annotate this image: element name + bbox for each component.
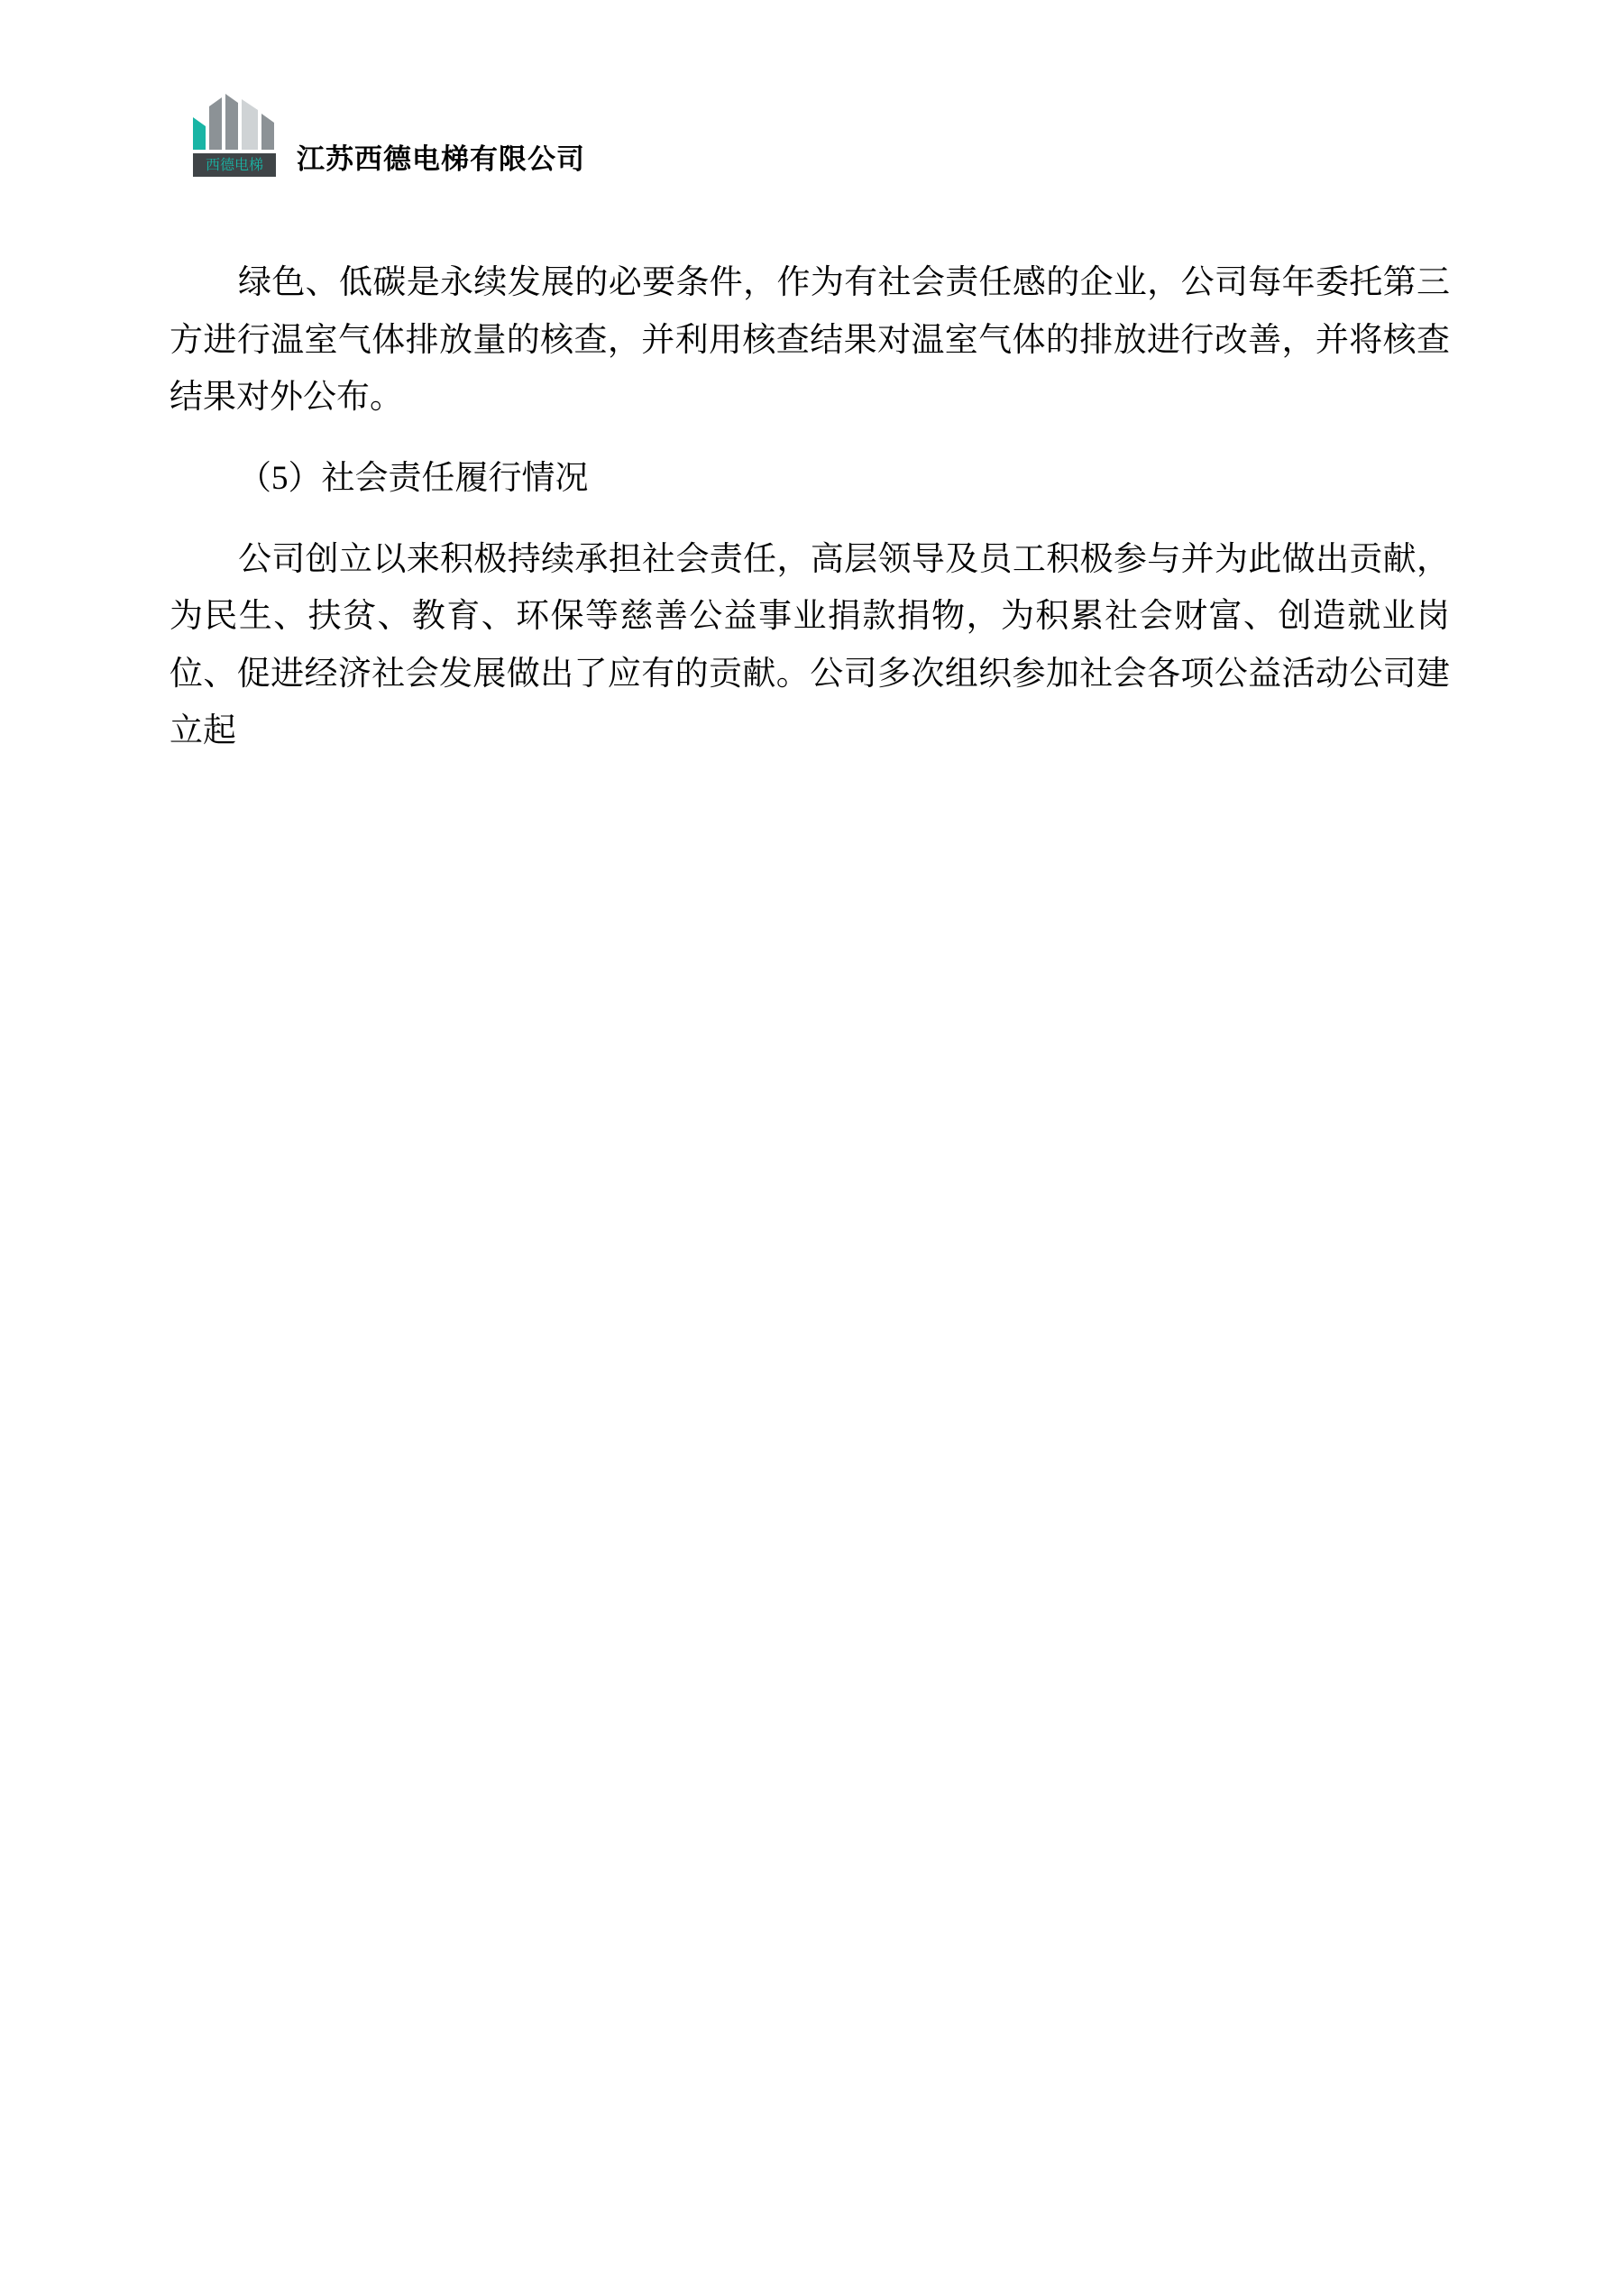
paragraph-section-heading: （5）社会责任履行情况 <box>238 459 589 497</box>
svg-text:西德电梯: 西德电梯 <box>205 158 264 173</box>
paragraph-green-low-carbon: 绿色、低碳是永续发展的必要条件，作为有社会责任感的企业，公司每年委托第三方进行温室气体排放量的核查，并利用核查结果对温室气体的排放进行改善，并将核查结果对外公布。 <box>170 264 1450 417</box>
company-name: 江苏西德电梯有限公司 <box>297 143 585 175</box>
company-logo-icon <box>189 90 284 189</box>
page-header <box>189 86 585 189</box>
document-body <box>170 254 1450 769</box>
paragraph-social-responsibility: 公司创立以来积极持续承担社会责任，高层领导及员工积极参与并为此做出贡献，为民生、扶贫、教育、环保等慈善公益事业捐款捐物，为积累社会财富、创造就业岗位、促进经济社会发展做出了应有的贡献。公司多次组织参加社会各项公益活动公司建立起 <box>170 540 1450 750</box>
